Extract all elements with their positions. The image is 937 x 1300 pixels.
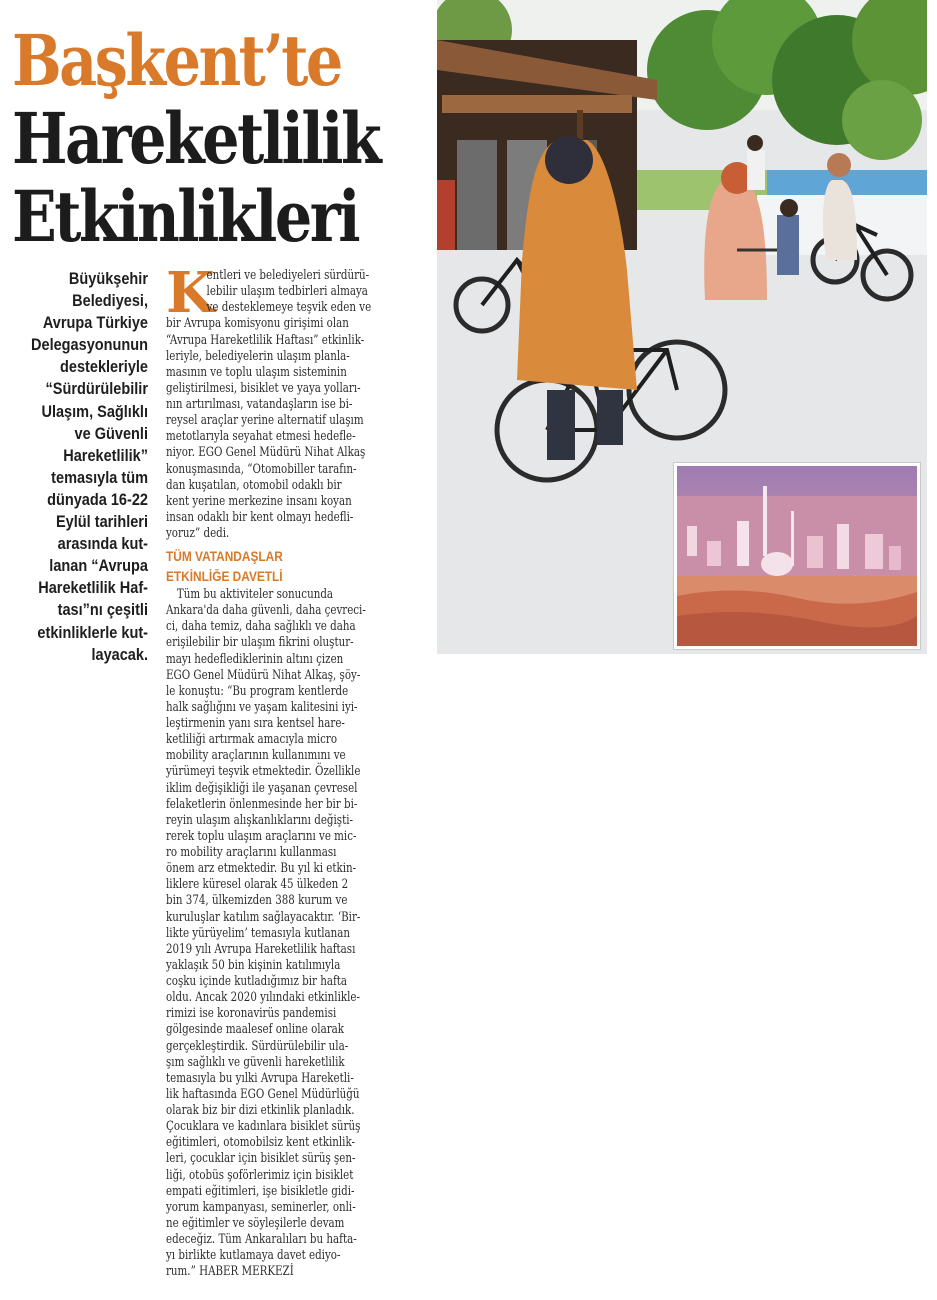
- headline-line-1: Başkent’te: [12, 19, 341, 102]
- intro-paragraph-line: bir Avrupa komisyonu girişimi olan: [166, 316, 349, 332]
- body-paragraph-line: gölgesinde maalesef online olarak: [166, 1022, 344, 1038]
- spot-line: etkinliklerle kut-: [37, 623, 148, 642]
- intro-paragraph-line: geliştirilmesi, bisiklet ve yaya yolları-: [166, 380, 361, 396]
- body-paragraph-line: kuruluşlar katılım sağlayacaktır. ‘Bir-: [166, 909, 361, 925]
- ankara-cityscape-photo: [674, 463, 920, 649]
- spot-line: Eylül tarihleri: [55, 513, 148, 532]
- body-paragraph-line: edeceğiz. Tüm Ankaralıları bu hafta-: [166, 1232, 357, 1247]
- body-paragraph-line: ci, daha temiz, daha sağlıklı ve daha: [166, 619, 356, 635]
- body-paragraph-line: olarak biz bir dizi etkinlik planladık.: [166, 1103, 355, 1118]
- intro-paragraph-line: masının ve toplu ulaşım sisteminin: [166, 364, 347, 380]
- body-paragraph-line: rimizi ise koronavirüs pandemisi: [166, 1006, 337, 1022]
- body-paragraph-line: önem arz etmektedir. Bu yıl ki etkin-: [166, 861, 357, 877]
- body-paragraph-line: şım sağlıklı ve güvenli hareketlilik: [166, 1054, 345, 1070]
- headline-line-2: Hareketlilik: [12, 97, 380, 180]
- subheading-line-2: ETKİNLİĞE DAVETLİ: [166, 569, 283, 584]
- body-paragraph-line: empati eğitimleri, işe bisikletle gidi-: [166, 1183, 355, 1199]
- body-paragraph-line: rum.” HABER MERKEZİ: [166, 1264, 294, 1280]
- article-body-main: [166, 587, 410, 1280]
- subheading-line-1: TÜM VATANDAŞLAR: [166, 549, 283, 564]
- body-paragraph-line: temasıyla bu yılki Avrupa Hareketli-: [166, 1070, 354, 1086]
- body-paragraph-line: oldu. Ancak 2020 yılındaki etkinlikle-: [166, 990, 360, 1006]
- body-paragraph-line: iklim değişikliği ile yaşanan çevresel: [166, 780, 358, 796]
- drop-cap: K: [166, 260, 215, 326]
- body-paragraph-line: yı birlikte kutlamaya davet ediyo-: [166, 1248, 341, 1264]
- spot-line: layacak.: [91, 645, 148, 664]
- spot-line: destekleriyle: [60, 358, 148, 377]
- body-paragraph-line: Çocuklara ve kadınlara bisiklet sürüş: [166, 1119, 361, 1135]
- body-paragraph-line: ro mobility araçlarını kullanması: [166, 845, 337, 860]
- body-paragraph-line: rerek toplu ulaşım araçlarını ve mic-: [166, 828, 357, 844]
- body-paragraph-line: leri, çocuklar için bisiklet sürüş şen-: [166, 1151, 356, 1167]
- body-paragraph-line: le konuştu: “Bu program kentlerde: [166, 683, 349, 699]
- body-paragraph-line: bin 374, ülkemizden 388 kurum ve: [166, 893, 348, 909]
- body-paragraph-line: lik haftasında EGO Genel Müdürlüğü: [166, 1086, 360, 1102]
- spot-line: Belediyesi,: [72, 292, 148, 311]
- spot-line: Ulaşım, Sağlıklı: [41, 402, 148, 421]
- intro-paragraph-line: reysel araçlar yerine alternatif ulaşım: [166, 413, 364, 429]
- spot-line: lanan “Avrupa: [49, 557, 148, 576]
- body-paragraph-line: mayı hedeflediklerinin altını çizen: [166, 651, 344, 667]
- spot-line: arasında kut-: [57, 535, 148, 554]
- spot-line: ve Güvenli: [74, 424, 148, 443]
- spot-line: “Sürdürülebilir: [45, 380, 148, 399]
- intro-paragraph-line: insan odaklı bir kent olmayı hedefli-: [166, 509, 354, 525]
- spot-line: Hareketlilik”: [63, 446, 149, 465]
- headline-line-3: Etkinlikleri: [12, 175, 359, 258]
- body-paragraph-line: yürümeyi teşvik etmektedir. Özellikle: [166, 764, 361, 780]
- intro-paragraph-line: leriyle, belediyelerin ulaşım planla-: [166, 348, 350, 364]
- intro-paragraph-line: yoruz” dedi.: [166, 526, 230, 541]
- body-paragraph-line: reyin ulaşım alışkanlıklarını değişti-: [166, 812, 353, 828]
- intro-paragraph-line: ve desteklemeye teşvik eden ve: [206, 300, 372, 316]
- body-paragraph-line: EGO Genel Müdürü Nihat Alkaş, şöy-: [166, 667, 361, 683]
- body-paragraph-line: yorum kampanyası, seminerler, onli-: [166, 1199, 356, 1215]
- intro-paragraph-line: “Avrupa Hareketlilik Haftası” etkinlik-: [166, 332, 365, 348]
- body-paragraph-line: liği, otobüs şoförlerimiz için bisiklet: [166, 1167, 354, 1183]
- spot-line: Hareketlilik Haf-: [38, 579, 148, 598]
- spot-line: temasıyla tüm: [51, 468, 148, 487]
- headline: [12, 19, 417, 258]
- spot-line: Büyükşehir: [68, 270, 148, 288]
- spot-line: Avrupa Türkiye: [42, 314, 148, 333]
- body-paragraph-line: likte yürüyelim’ temasıyla kutlanan: [166, 925, 351, 941]
- body-paragraph-line: coşku içinde kutladığımız bir hafta: [166, 974, 348, 989]
- spot-line: Delegasyonunun: [31, 336, 148, 355]
- body-paragraph-line: ne eğitimler ve söyleşilerle devam: [166, 1215, 345, 1231]
- body-paragraph-line: ketliliği artırmak amacıyla micro: [166, 732, 338, 748]
- body-paragraph-line: 2019 yılı Avrupa Hareketlilik haftası: [166, 941, 356, 957]
- intro-paragraph-line: konuşmasında, “Otomobiller tarafın-: [166, 461, 357, 477]
- body-paragraph-line: eğitimleri, otomobilsiz kent etkinlik-: [166, 1135, 355, 1151]
- body-paragraph-line: leştirmenin yanı sıra kentsel hare-: [166, 716, 345, 731]
- intro-paragraph-line: dan kuşatılan, otomobil odaklı bir: [166, 477, 342, 493]
- intro-paragraph-line: niyor. EGO Genel Müdürü Nihat Alkaş: [166, 445, 366, 461]
- article-body-intro: [166, 260, 410, 542]
- intro-paragraph-line: kent yerine merkezine insanı koyan: [166, 493, 352, 509]
- body-paragraph-line: halk sağlığını ve yaşam kalitesini iyi-: [166, 699, 358, 715]
- spot-summary: [10, 268, 148, 666]
- subheading: [166, 547, 410, 587]
- body-paragraph-line: Tüm bu aktiviteler sonucunda: [176, 587, 334, 602]
- body-paragraph-line: Ankara'da daha güvenli, daha çevreci-: [166, 603, 366, 619]
- intro-paragraph-line: lebilir ulaşım tedbirleri almaya: [206, 284, 368, 300]
- body-paragraph-line: gerçekleştirdik. Sürdürülebilir ula-: [166, 1038, 349, 1054]
- spot-line: tası”nı çeşitli: [57, 601, 148, 620]
- intro-paragraph-line: metotlarıyla seyahat etmesi hedefle-: [166, 429, 356, 445]
- spot-line: dünyada 16-22: [47, 490, 148, 509]
- body-paragraph-line: liklere küresel olarak 45 ülkeden 2: [166, 877, 349, 893]
- intro-paragraph-line: entleri ve belediyeleri sürdürü-: [206, 268, 370, 283]
- body-paragraph-line: felaketlerin önlenmesinde her bir bi-: [166, 796, 358, 812]
- intro-paragraph-line: nın artırılması, vatandaşların ise bi-: [166, 397, 353, 412]
- body-paragraph-line: erişilebilir bir ulaşım fikrini oluştur-: [166, 635, 354, 651]
- body-paragraph-line: yaklaşık 50 bin kişinin katılımıyla: [166, 957, 341, 973]
- body-paragraph-line: mobility araçlarının kullanımını ve: [166, 748, 346, 764]
